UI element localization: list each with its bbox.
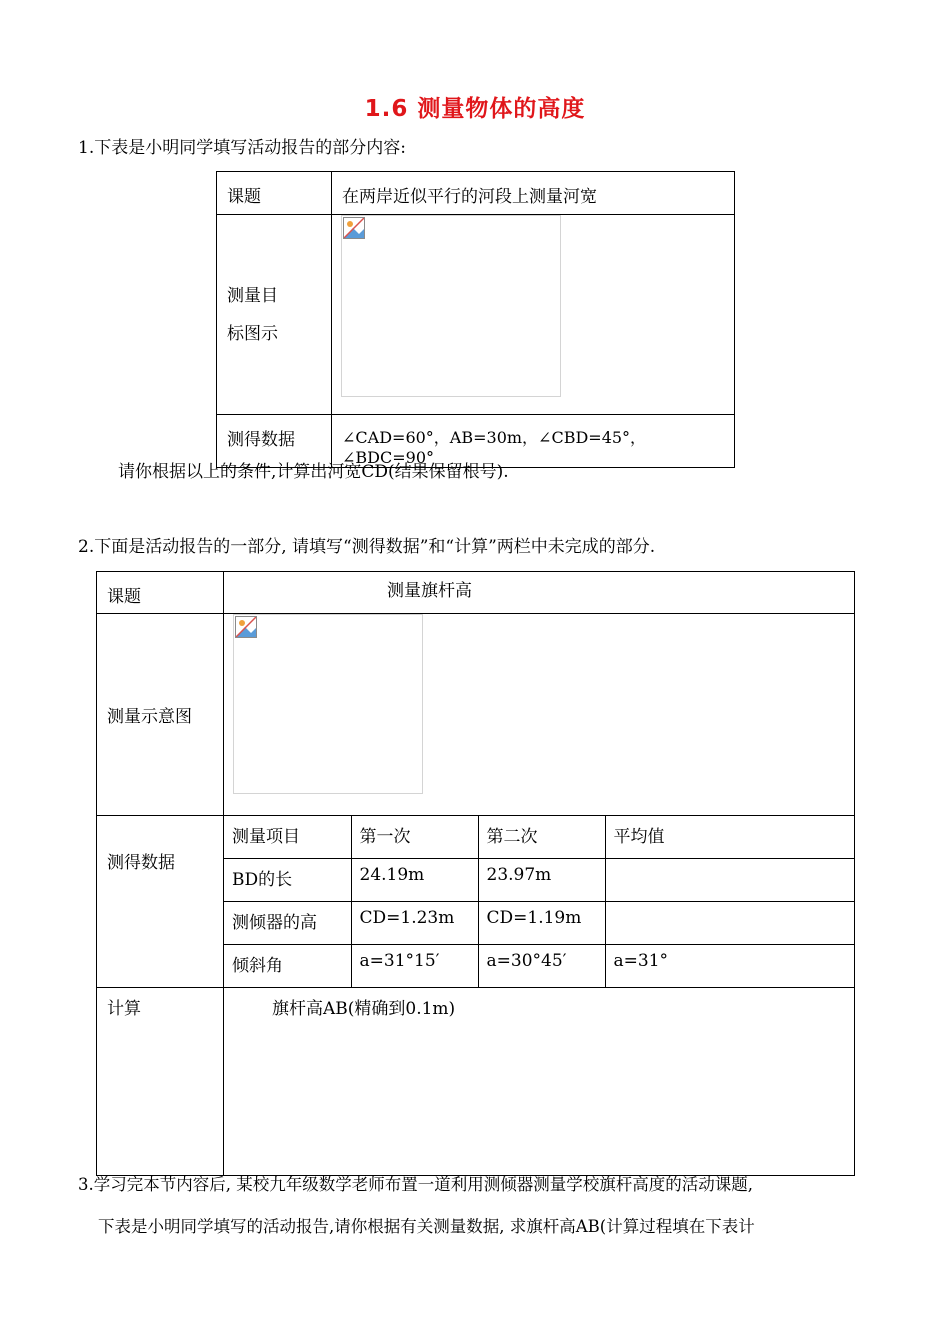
q3-line1: 3.学习完本节内容后, 某校九年级数学老师布置一道利用测倾器测量学校旗杆高度的活动课题, [78,1175,753,1194]
q2-data-label-text: 测得数据 [107,853,175,873]
q2-intro: 2.下面是活动报告的一部分, 请填写“测得数据”和“计算”两栏中未完成的部分. [78,537,656,557]
q2-topic-label: 课题 [97,572,224,614]
q2-data-cell-text: 24.19m [351,859,478,902]
q2-calc-label: 计算 [97,988,224,1176]
q1-table [216,171,735,468]
q2-topic-value: 测量旗杆高 [224,572,855,614]
q2-data-table [224,816,855,987]
page-title: 1.6 测量物体的高度 [364,96,586,122]
q2-data-header: 平均值 [605,816,855,859]
q2-figure-label: 测量示意图 [97,614,224,816]
q2-data-cell-text: BD的长 [224,859,351,902]
q2-figure-image [233,614,423,794]
q2-data-label [97,816,224,988]
q1-figure-image [341,215,561,397]
q1-topic-value: 在两岸近似平行的河段上测量河宽 [332,172,735,215]
q2-data-cell-text: CD=1.23m [351,902,478,945]
q3-line2: 下表是小明同学填写的活动报告,请你根据有关测量数据, 求旗杆高AB(计算过程填在下表计 [98,1217,755,1236]
q2-data-cell-text: 23.97m [478,859,605,902]
q2-figure-cell [224,614,855,816]
q2-data-cell-text: 测倾器的高 [224,902,351,945]
q1-figure-label-cell [217,215,332,415]
q1-intro: 1.下表是小明同学填写活动报告的部分内容: [78,138,406,158]
q1-figure-label-line1: 测量目 [227,285,278,306]
q2-data-cell-text: a=30°45′ [478,945,605,988]
q2-data-cell-text: CD=1.19m [478,902,605,945]
q2-data-header: 第一次 [351,816,478,859]
q1-question: 请你根据以上的条件,计算出河宽CD(结果保留根号). [118,462,509,482]
q2-data-header: 第二次 [478,816,605,859]
broken-image-icon [343,217,365,239]
q2-data-cell-text: a=31° [605,945,855,988]
q1-figure-cell [332,215,735,415]
q1-figure-label-line2: 标图示 [227,323,278,344]
q2-data-cell [224,816,855,988]
q2-table [96,571,855,1176]
q2-calc-value: 旗杆高AB(精确到0.1m) [224,988,855,1176]
q2-data-cell-text: a=31°15′ [351,945,478,988]
q2-data-cell-text [605,902,855,945]
q1-topic-label: 课题 [217,172,332,215]
q1-data-value: ∠CAD=60°，AB=30m，∠CBD=45°，∠BDC=90° [332,415,735,468]
q2-data-cell-text: 倾斜角 [224,945,351,988]
q1-data-label: 测得数据 [217,415,332,468]
q2-data-header: 测量项目 [224,816,351,859]
q2-data-cell-text [605,859,855,902]
broken-image-icon [235,616,257,638]
